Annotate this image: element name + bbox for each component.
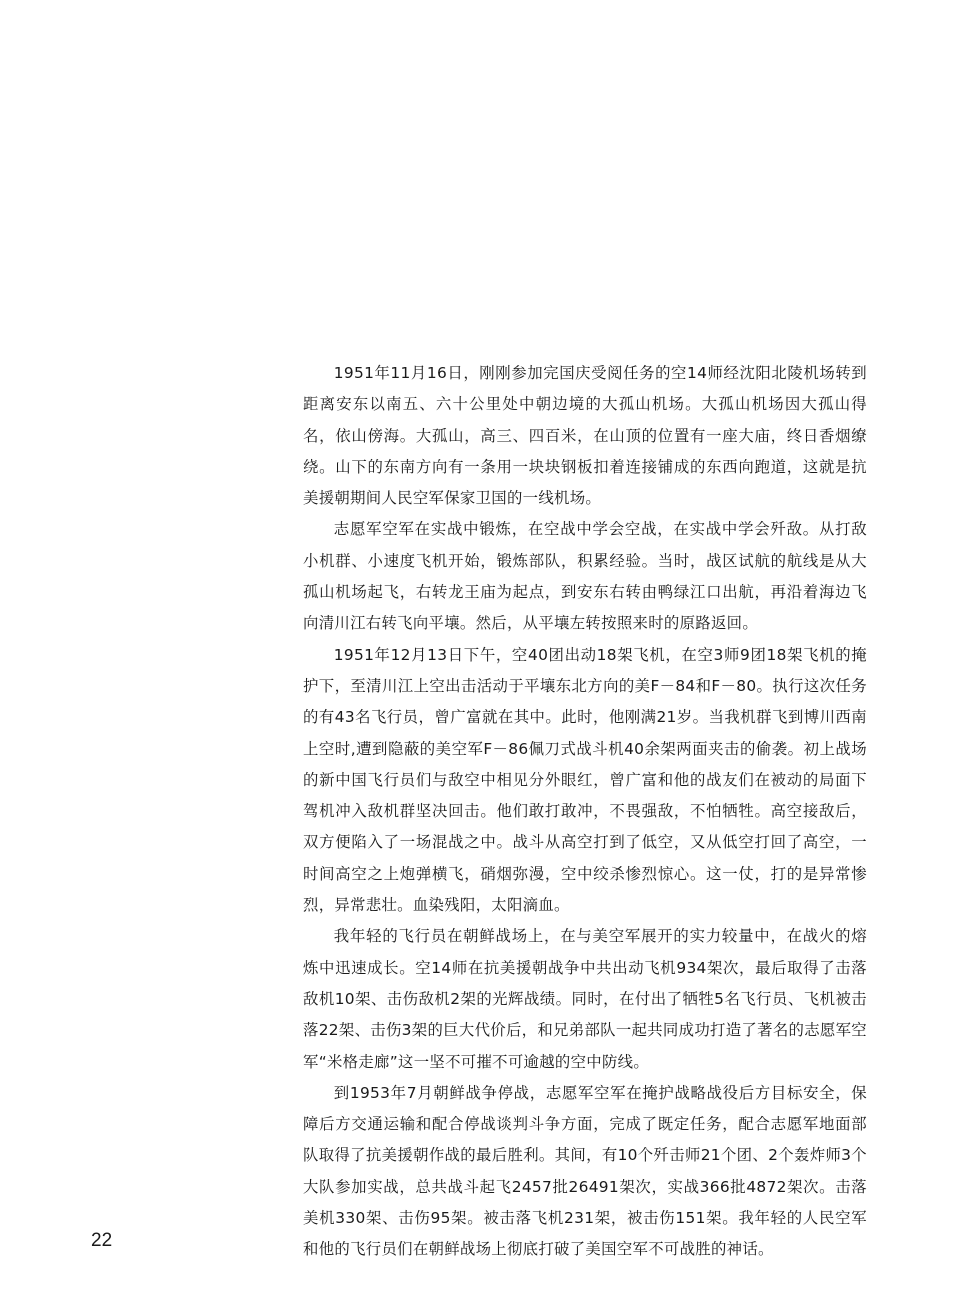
paragraph-results: 我年轻的飞行员在朝鲜战场上，在与美空军展开的实力较量中，在战火的熔炼中迅速成长。空14师在抗美援朝战争中共出动飞机934架次，最后取得了击落敌机10架、击伤敌机2架的光辉战绩。同时，在付出了牺牲5名飞行员、飞机被击落22架、击伤3架的巨大代价后，和兄弟部队一起共同成功打造了著名的志愿军空军“米格走廊”这一坚不可摧不可逾越的空中防线。 — [303, 927, 867, 1071]
paragraph-armistice: 到1953年7月朝鲜战争停战，志愿军空军在掩护战略战役后方目标安全，保障后方交通运输和配合停战谈判斗争方面，完成了既定任务，配合志愿军地面部队取得了抗美援朝作战的最后胜利。其间，有10个歼击师21个团、2个轰炸师3个大队参加实战，总共战斗起飞2457批26491架次，实战366批4872架次。击落美机330架、击伤95架。被击落飞机231架，被击伤151架。我年轻的人民空军和他的飞行员们在朝鲜战场上彻底打破了美国空军不可战胜的神话。 — [303, 1083, 867, 1259]
paragraph-arrival-dagushan: 1951年11月16日，刚刚参加完国庆受阅任务的空14师经沈阳北陵机场转到距离安东以南五、六十公里处中朝边境的大孤山机场。大孤山机场因大孤山得名，依山傍海。大孤山，高三、四百米，在山顶的位置有一座大庙，终日香烟缭绕。山下的东南方向有一条用一块块钢板扣着连接铺成的东西向跑道，这就是抗美援朝期间人民空军保家卫国的一线机场。 — [303, 364, 867, 508]
paragraph-battle-1951-12-13: 1951年12月13日下午，空40团出动18架飞机，在空3师9团18架飞机的掩护下，至清川江上空出击活动于平壤东北方向的美F－84和F－80。执行这次任务的有43名飞行员，曾广富就在其中。此时，他刚满21岁。当我机群飞到博川西南上空时,遭到隐蔽的美空军F－86佩刀式战斗机40余架两面夹击的偷袭。初上战场的新中国飞行员们与敌空中相见分外眼红，曾广富和他的战友们在被动的局面下驾机冲入敌机群坚决回击。他们敢打敢冲，不畏强敌，不怕牺牲。高空接敌后，双方便陷入了一场混战之中。战斗从高空打到了低空，又从低空打回了高空，一时间高空之上炮弹横飞，硝烟弥漫，空中绞杀惨烈惊心。这一仗，打的是异常惨烈，异常悲壮。血染残阳，太阳滴血。 — [303, 645, 867, 915]
paragraph-training: 志愿军空军在实战中锻炼，在空战中学会空战，在实战中学会歼敌。从打敌小机群、小速度飞机开始，锻炼部队，积累经验。当时，战区试航的航线是从大孤山机场起飞，右转龙王庙为起点，到安东右转由鸭绿江口出航，再沿着海边飞向清川江右转飞向平壤。然后，从平壤左转按照来时的原路返回。 — [303, 520, 867, 633]
page-number: 22 — [91, 1230, 113, 1251]
body-text — [303, 358, 867, 1266]
